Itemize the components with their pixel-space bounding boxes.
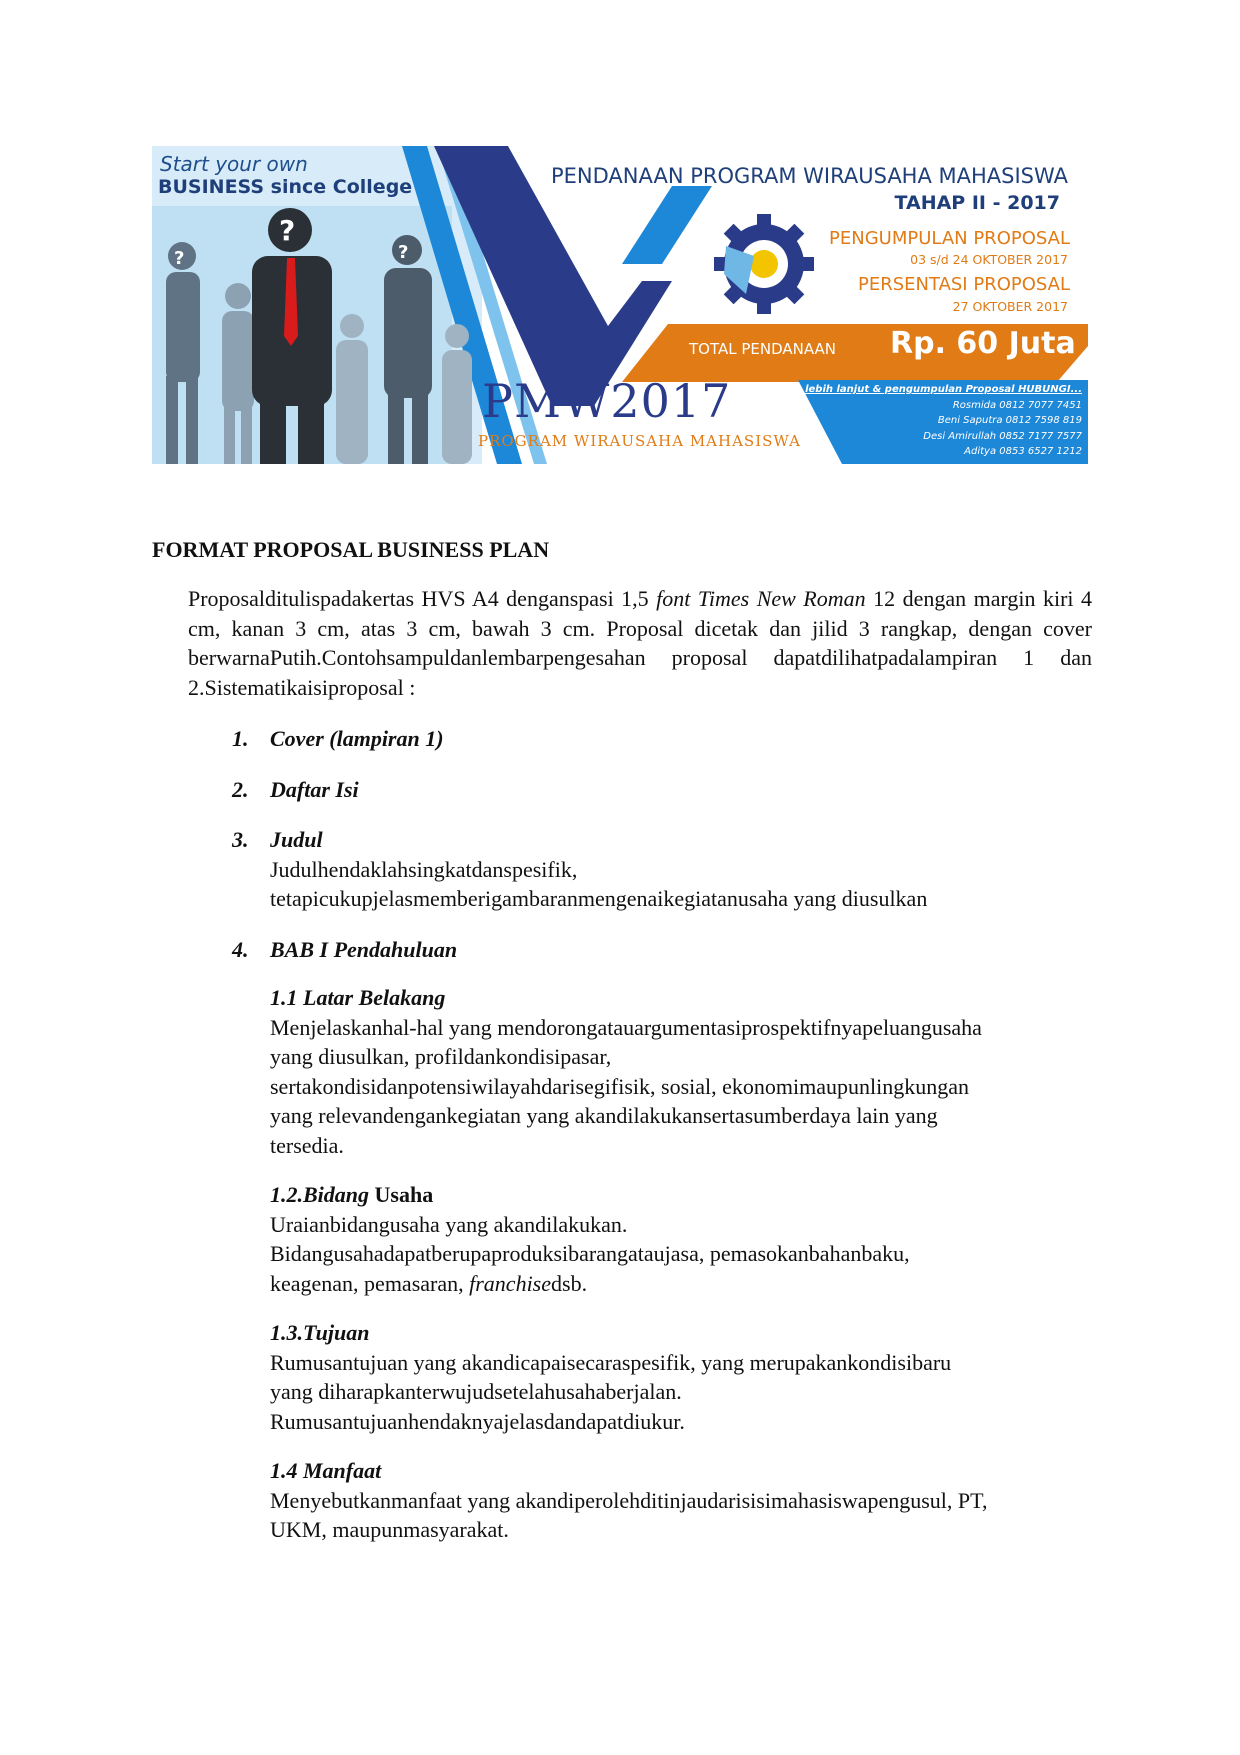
svg-text:?: ? (398, 242, 409, 263)
item-body-line: Judulhendaklahsingkatdanspesifik, (270, 856, 578, 882)
body-line: Rumusantujuanhendaknyajelasdandapatdiukur. (270, 1408, 685, 1434)
subsection-title-italic: 1.2.Bidang (270, 1182, 370, 1207)
body-line: yang relevandengankegiatan yang akandilakukansertasumberdaya lain yang (270, 1103, 938, 1128)
item-number: 2. (232, 776, 249, 802)
subsection-title: 1.1 Latar Belakang (270, 985, 446, 1010)
body-line: Menyebutkanmanfaat yang akandiperolehditinjaudarisisimahasiswapengusul, PT, (270, 1487, 988, 1513)
intro-text-1: Proposalditulispadakertas HVS A4 denganspasi 1,5 (188, 586, 657, 611)
banner-stage: TAHAP II - 2017 (894, 192, 1060, 214)
subsection-manfaat (270, 1456, 1092, 1545)
intro-paragraph (188, 584, 1092, 702)
body-line: Rumusantujuan yang akandicapaisecaraspesifik, yang merupakankondisibaru (270, 1349, 952, 1375)
body-line: Bidangusahadapatberupaproduksibarangataujasa, pemasokanbahanbaku, (270, 1241, 910, 1266)
subsection-latar-belakang (270, 983, 1092, 1160)
body-line: Uraianbidangusaha yang akandilakukan. (270, 1211, 628, 1237)
franchise-term: franchise (469, 1270, 552, 1296)
contact-line: Beni Saputra 0812 7598 819 (937, 415, 1082, 426)
pmw-subtitle: PROGRAM WIRAUSAHA MAHASISWA (478, 432, 801, 450)
item-number: 1. (232, 726, 249, 751)
contact-info-header: Info lebih lanjut & pengumpulan Proposal HUBUNGI... (779, 384, 1082, 395)
body-text: keagenan, pemasaran, (270, 1270, 470, 1296)
banner-title: PENDANAAN PROGRAM WIRAUSAHA MAHASISWA (550, 164, 1068, 188)
pmw-logo-text: PMW2017 (482, 374, 732, 428)
body-line: tersedia. (270, 1132, 344, 1158)
proposal-outline (232, 724, 1092, 1566)
subsection-title: 1.4 Manfaat (270, 1458, 382, 1483)
list-item (232, 775, 1092, 805)
body-line: yang diusulkan, profildankondisipasar, (270, 1044, 612, 1069)
body-line: yang diharapkanterwujudsetelahusahaberjalan. (270, 1379, 682, 1404)
submission-label: PENGUMPULAN PROPOSAL (829, 228, 1070, 249)
subsection-title-rest: Usaha (369, 1182, 434, 1207)
body-line: sertakondisidanpotensiwilayahdarisegifisik, sosial, ekonomimaupunlingkungan (270, 1073, 969, 1099)
subsection-title: 1.3.Tujuan (270, 1320, 370, 1345)
total-funding-value: Rp. 60 Juta (890, 326, 1076, 361)
pmw-banner (152, 146, 1088, 464)
item-title: Cover (lampiran 1) (270, 726, 444, 751)
submission-date: 03 s/d 24 OKTOBER 2017 (910, 252, 1068, 267)
item-number: 4. (232, 936, 249, 962)
banner-tagline-2: BUSINESS since College (158, 176, 413, 198)
total-funding-label: TOTAL PENDANAAN (689, 340, 837, 358)
subsection-tujuan (270, 1318, 1092, 1436)
contact-line: Desi Amirullah 0852 7177 7577 (923, 430, 1082, 442)
intro-font-name: font Times New Roman (656, 586, 866, 611)
presentation-date: 27 OKTOBER 2017 (952, 299, 1068, 314)
body-line (270, 1269, 1092, 1299)
banner-tagline-1: Start your own (160, 152, 308, 176)
presentation-label: PERSENTASI PROPOSAL (857, 274, 1070, 295)
item-title: Judul (270, 827, 323, 852)
contact-line: Rosmida 0812 7077 7451 (952, 399, 1082, 411)
item-body-line: tetapicukupjelasmemberigambaranmengenaikegiatanusaha yang diusulkan (270, 886, 928, 911)
list-item (232, 935, 1092, 1545)
body-line: Menjelaskanhal-hal yang mendorongatauargumentasiprospektifnyapeluangusaha (270, 1014, 982, 1040)
item-title: BAB I Pendahuluan (270, 936, 458, 962)
document-heading: FORMAT PROPOSAL BUSINESS PLAN (152, 537, 550, 562)
subsection-bidang-usaha (270, 1180, 1092, 1298)
svg-text:?: ? (174, 248, 185, 269)
contact-line: Aditya 0853 6527 1212 (964, 446, 1082, 457)
item-title: Daftar Isi (270, 776, 359, 802)
svg-text:?: ? (279, 214, 296, 247)
subsection-title (270, 1180, 1092, 1210)
contact-info (780, 382, 1082, 460)
body-text: dsb. (551, 1270, 588, 1296)
body-line: UKM, maupunmasyarakat. (270, 1517, 509, 1542)
list-item (232, 825, 1092, 914)
list-item (232, 724, 1092, 754)
intro-text-2: 12 dengan margin kiri 4 cm, kanan 3 cm, atas 3 cm, bawah 3 cm. Proposal dicetak dan jilid 3 rangkap, dengan cover berwarnaPutih.Contohsampuldanlembarpengesahan proposal dapatdilihatpadalampiran 1 dan 2.Sistematikaisiproposal : (188, 586, 1093, 700)
item-number: 3. (232, 827, 249, 852)
